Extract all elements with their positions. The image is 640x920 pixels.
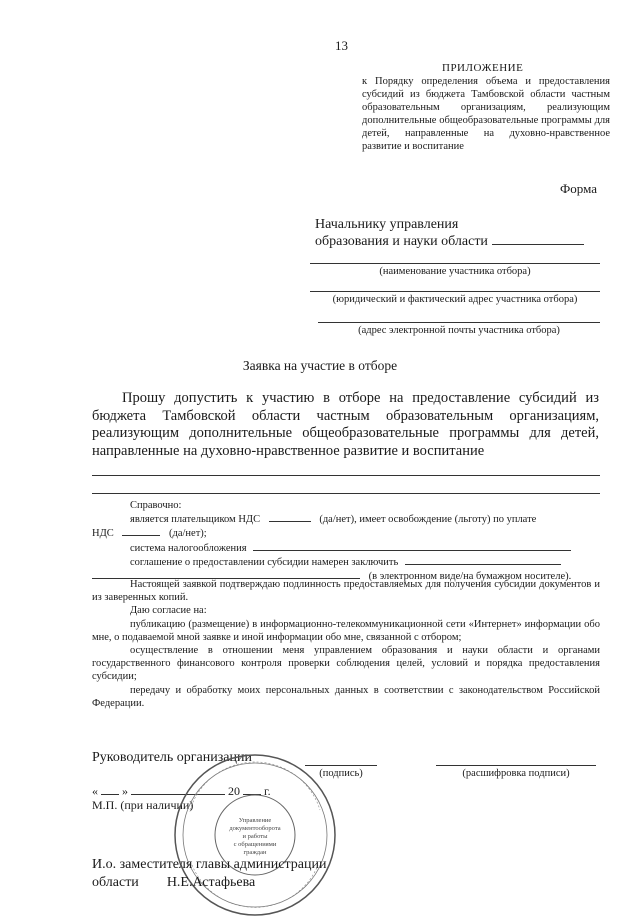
consent-item-1: публикацию (размещение) в информационно-телекоммуникационной сети «Интернет» информации обо мне, о подаваемой мной заявке и иной информации обо мне, связанной с отбором; (92, 618, 600, 643)
date-year: 20 (228, 784, 240, 798)
stamp-text-4: с обращениями (233, 841, 277, 848)
addressee-fill-line[interactable] (492, 244, 584, 245)
tax-text: система налогообложения (130, 542, 247, 554)
date-quote-open: « (92, 784, 98, 798)
vat-text-d: (да/нет); (169, 528, 207, 540)
participant-name-line[interactable] (310, 263, 600, 264)
vat-text-b: (да/нет), имеет освобождение (льготу) по уплате (319, 514, 537, 526)
agreement-text: соглашение о предоставлении субсидии намерен заключить (130, 556, 399, 568)
reference-heading: Справочно: (130, 500, 182, 511)
stamp-seal-icon (170, 750, 340, 920)
address-line[interactable] (310, 291, 600, 292)
sign-caption: (подпись) (319, 768, 363, 779)
stamp-text-2: документооборота (229, 825, 281, 832)
document-title: Заявка на участие в отборе (242, 358, 398, 373)
participant-name-caption: (наименование участника отбора) (379, 266, 531, 277)
addressee-line-2-text: образования и науки области (315, 234, 488, 249)
decode-line[interactable] (436, 765, 596, 766)
date-day-fill[interactable] (101, 784, 119, 795)
vat-text-c: НДС (92, 528, 114, 540)
addressee-line-1: Начальнику управления (315, 217, 459, 232)
email-line[interactable] (318, 322, 600, 323)
tax-line (92, 541, 600, 555)
vat-fill[interactable] (269, 512, 311, 522)
footer-line-2 (92, 874, 326, 892)
agreement-line (92, 555, 600, 569)
consent-item-3: передачу и обработку моих персональных данных в соответствии с законодательством Российской Федерации. (92, 684, 600, 709)
page-number: 13 (335, 38, 348, 53)
addressee-block (315, 216, 584, 250)
vat-fill-2[interactable] (122, 526, 160, 536)
addressee-line-2 (315, 233, 584, 250)
reference-block (92, 499, 600, 583)
footer-block (92, 856, 326, 892)
appendix-heading: ПРИЛОЖЕНИЕ (442, 62, 524, 74)
tax-fill[interactable] (253, 541, 571, 551)
decode-caption: (расшифровка подписи) (462, 768, 570, 779)
agreement-form-text: (в электронном виде/на бумажном носителе). (368, 571, 572, 583)
consent-heading: Даю согласие на: (130, 605, 207, 617)
footer-name: Н.Е.Астафьева (166, 875, 256, 890)
confirm-block (92, 578, 600, 710)
footer-line-1: И.о. заместителя главы администрации (92, 857, 327, 872)
date-quote-close: » (122, 784, 128, 798)
blank-line-2[interactable] (92, 493, 600, 494)
address-caption: (юридический и фактический адрес участника отбора) (332, 294, 578, 305)
mp-label: М.П. (при наличии) (92, 798, 194, 812)
vat-text-a: является плательщиком НДС (130, 514, 261, 526)
stamp-text-5: граждан (243, 849, 267, 856)
head-label: Руководитель организации (92, 750, 252, 765)
date-year-suffix: г. (264, 784, 271, 798)
confirm-text: Настоящей заявкой подтверждаю подлинность предоставляемых для получения субсидии документов и из заверенных копий. (92, 579, 600, 604)
email-caption: (адрес электронной почты участника отбора) (358, 325, 560, 336)
footer-region: области (92, 875, 139, 890)
blank-line-1[interactable] (92, 475, 600, 476)
form-label: Форма (560, 181, 597, 196)
appendix-text: к Порядку определения объема и предоставления субсидий из бюджета Тамбовской области частным образовательным организациям, реализующим дополнительные общеобразовательные программы для детей, направленные на духовно-нравственное развитие и воспитание (362, 76, 610, 152)
vat-line (92, 512, 600, 526)
vat-line-2 (92, 526, 600, 540)
main-paragraph: Прошу допустить к участию в отборе на предоставление субсидий из бюджета Тамбовской области частным образовательным организациям, реализующим дополнительные общеобразовательные программы для детей, направленные на духовно-нравственное развитие и воспитание (92, 390, 599, 459)
consent-item-2: осуществление в отношении меня управлением образования и науки области и органами государственного финансового контроля проверки соблюдения целей, условий и порядка предоставления субсидии; (92, 645, 600, 683)
agreement-fill[interactable] (405, 555, 561, 565)
stamp-text-1: Управление (238, 817, 272, 824)
stamp-text-3: и работы (242, 833, 268, 840)
